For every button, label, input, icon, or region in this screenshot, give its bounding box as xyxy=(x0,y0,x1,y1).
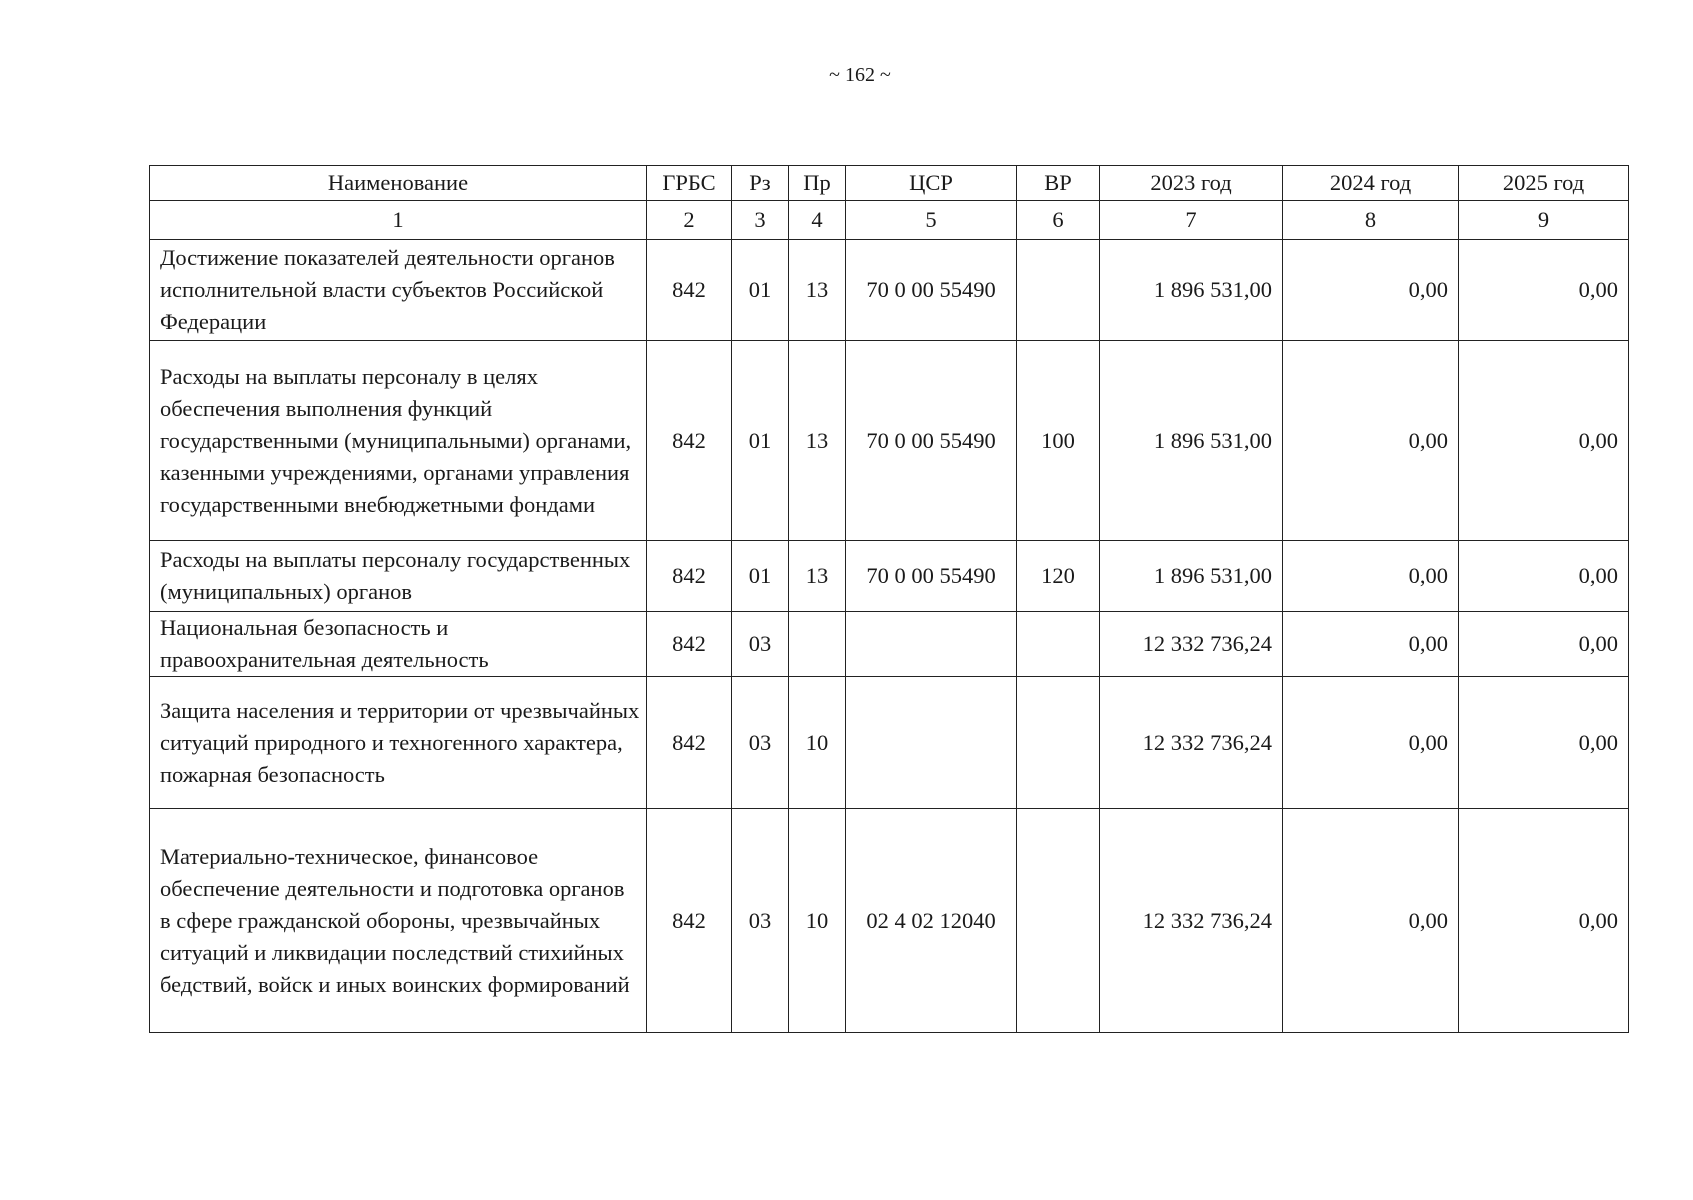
table-row xyxy=(150,612,1629,677)
csr-cell: 70 0 00 55490 xyxy=(846,341,1017,541)
vr-cell xyxy=(1017,612,1100,677)
header-cell: ГРБС xyxy=(647,166,732,201)
row-name: Национальная безопасность и правоохранительная деятельность xyxy=(150,612,647,677)
header-cell: Наименование xyxy=(150,166,647,201)
row-name: Материально-техническое, финансовое обеспечение деятельности и подготовка органов в сфере гражданской обороны, чрезвычайных ситуаций и ликвидации последствий стихийных бедствий, войск и иных воинских формирований xyxy=(150,809,647,1033)
grbs-cell: 842 xyxy=(647,341,732,541)
page-number: ~ 162 ~ xyxy=(829,64,891,86)
amount-2024: 0,00 xyxy=(1283,240,1459,341)
amount-2023: 12 332 736,24 xyxy=(1100,612,1283,677)
budget-table xyxy=(149,165,1629,1033)
rz-cell: 01 xyxy=(732,240,789,341)
pr-cell: 13 xyxy=(789,240,846,341)
rz-cell: 03 xyxy=(732,809,789,1033)
amount-2025: 0,00 xyxy=(1459,240,1629,341)
header-row xyxy=(150,166,1629,201)
row-name: Расходы на выплаты персоналу в целях обеспечения выполнения функций государственными (муниципальными) органами, казенными учреждениями, органами управления государственными внебюджетными фондами xyxy=(150,341,647,541)
grbs-cell: 842 xyxy=(647,809,732,1033)
column-number: 7 xyxy=(1100,201,1283,240)
column-number: 9 xyxy=(1459,201,1629,240)
rz-cell: 03 xyxy=(732,612,789,677)
grbs-cell: 842 xyxy=(647,677,732,809)
table-row xyxy=(150,677,1629,809)
grbs-cell: 842 xyxy=(647,541,732,612)
pr-cell: 10 xyxy=(789,677,846,809)
grbs-cell: 842 xyxy=(647,240,732,341)
header-cell: ВР xyxy=(1017,166,1100,201)
rz-cell: 01 xyxy=(732,341,789,541)
vr-cell: 100 xyxy=(1017,341,1100,541)
amount-2023: 12 332 736,24 xyxy=(1100,809,1283,1033)
column-number: 2 xyxy=(647,201,732,240)
rz-cell: 01 xyxy=(732,541,789,612)
row-name: Защита населения и территории от чрезвычайных ситуаций природного и техногенного характера, пожарная безопасность xyxy=(150,677,647,809)
amount-2023: 1 896 531,00 xyxy=(1100,341,1283,541)
table-row xyxy=(150,341,1629,541)
table-row xyxy=(150,809,1629,1033)
column-number-row xyxy=(150,201,1629,240)
csr-cell: 02 4 02 12040 xyxy=(846,809,1017,1033)
rz-cell: 03 xyxy=(732,677,789,809)
pr-cell: 13 xyxy=(789,541,846,612)
vr-cell xyxy=(1017,677,1100,809)
pr-cell: 13 xyxy=(789,341,846,541)
amount-2024: 0,00 xyxy=(1283,541,1459,612)
column-number: 3 xyxy=(732,201,789,240)
amount-2025: 0,00 xyxy=(1459,341,1629,541)
pr-cell xyxy=(789,612,846,677)
header-cell: Пр xyxy=(789,166,846,201)
csr-cell: 70 0 00 55490 xyxy=(846,240,1017,341)
pr-cell: 10 xyxy=(789,809,846,1033)
row-name: Расходы на выплаты персоналу государственных (муниципальных) органов xyxy=(150,541,647,612)
row-name: Достижение показателей деятельности органов исполнительной власти субъектов Российской Федерации xyxy=(150,240,647,341)
amount-2025: 0,00 xyxy=(1459,677,1629,809)
amount-2025: 0,00 xyxy=(1459,612,1629,677)
amount-2025: 0,00 xyxy=(1459,809,1629,1033)
header-cell: 2025 год xyxy=(1459,166,1629,201)
table-row xyxy=(150,541,1629,612)
amount-2024: 0,00 xyxy=(1283,612,1459,677)
vr-cell xyxy=(1017,809,1100,1033)
column-number: 4 xyxy=(789,201,846,240)
header-cell: 2024 год xyxy=(1283,166,1459,201)
header-cell: 2023 год xyxy=(1100,166,1283,201)
column-number: 5 xyxy=(846,201,1017,240)
amount-2024: 0,00 xyxy=(1283,677,1459,809)
header-cell: ЦСР xyxy=(846,166,1017,201)
amount-2025: 0,00 xyxy=(1459,541,1629,612)
amount-2024: 0,00 xyxy=(1283,809,1459,1033)
amount-2023: 1 896 531,00 xyxy=(1100,541,1283,612)
column-number: 1 xyxy=(150,201,647,240)
column-number: 6 xyxy=(1017,201,1100,240)
amount-2023: 1 896 531,00 xyxy=(1100,240,1283,341)
amount-2024: 0,00 xyxy=(1283,341,1459,541)
csr-cell xyxy=(846,612,1017,677)
grbs-cell: 842 xyxy=(647,612,732,677)
amount-2023: 12 332 736,24 xyxy=(1100,677,1283,809)
csr-cell: 70 0 00 55490 xyxy=(846,541,1017,612)
table-row xyxy=(150,240,1629,341)
vr-cell xyxy=(1017,240,1100,341)
header-cell: Рз xyxy=(732,166,789,201)
vr-cell: 120 xyxy=(1017,541,1100,612)
column-number: 8 xyxy=(1283,201,1459,240)
csr-cell xyxy=(846,677,1017,809)
